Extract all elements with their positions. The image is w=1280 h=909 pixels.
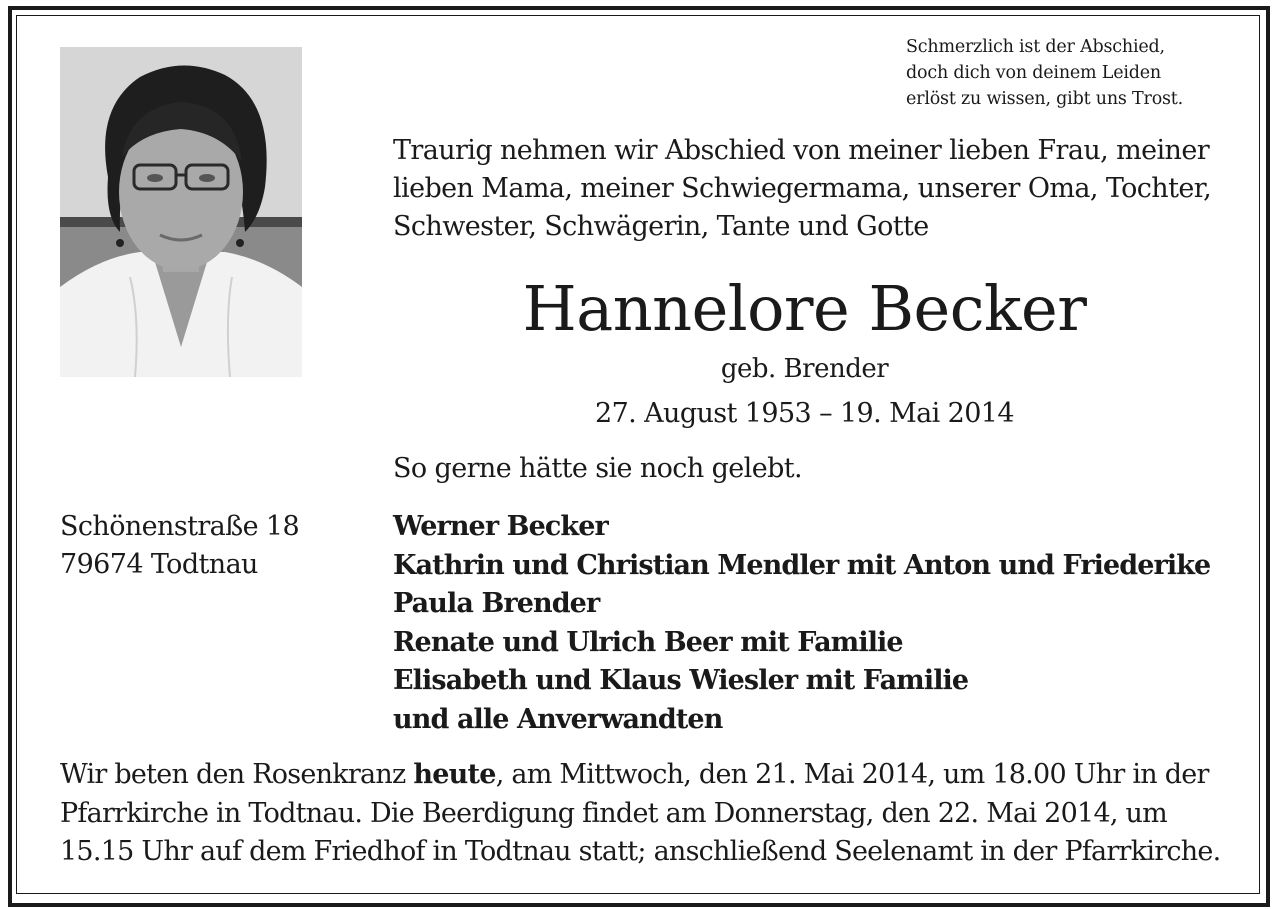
mourner-item: Elisabeth und Klaus Wiesler mit Familie: [393, 665, 969, 696]
address-street: Schönenstraße 18: [60, 511, 300, 542]
mourner-item: Renate und Ulrich Beer mit Familie: [393, 626, 903, 658]
intro-line: lieben Mama, meiner Schwiegermama, unserer Oma, Tochter,: [393, 173, 1212, 204]
service-line-3: 15.15 Uhr auf dem Friedhof in Todtnau statt; anschließend Seelenamt in der Pfarrkirche.: [60, 836, 1221, 867]
service-line-2: Pfarrkirche in Todtnau. Die Beerdigung findet am Donnerstag, den 22. Mai 2014, um: [60, 797, 1168, 829]
service-highlight-today: heute: [413, 759, 496, 790]
quote-line: Schmerzlich ist der Abschied,: [906, 37, 1165, 57]
mourner-item: Kathrin und Christian Mendler mit Anton und Friederike: [393, 549, 1211, 581]
quote-line: doch dich von deinem Leiden: [906, 63, 1162, 83]
service-text: , am Mittwoch, den 21. Mai 2014, um 18.00 Uhr in der: [495, 759, 1209, 790]
intro-line: Schwester, Schwägerin, Tante und Gotte: [393, 211, 929, 242]
closing-line: So gerne hätte sie noch gelebt.: [393, 453, 802, 484]
life-dates: 27. August 1953 – 19. Mai 2014: [595, 398, 1014, 429]
mourner-address: [60, 508, 380, 584]
portrait-photo: [60, 47, 302, 377]
mourner-list: [393, 508, 1233, 739]
service-line-1: [60, 756, 1216, 795]
mourner-item: und alle Anverwandten: [393, 703, 723, 735]
intro-line: Traurig nehmen wir Abschied von meiner lieben Frau, meiner: [393, 135, 1210, 166]
quote-line: erlöst zu wissen, gibt uns Trost.: [906, 89, 1184, 109]
service-announcement: [60, 756, 1221, 872]
mourner-item: Paula Brender: [393, 588, 600, 619]
deceased-name: Hannelore Becker: [522, 272, 1087, 345]
address-city: 79674 Todtnau: [60, 549, 258, 580]
maiden-name: geb. Brender: [720, 354, 889, 384]
portrait-illustration: [60, 47, 302, 377]
mourner-item: Werner Becker: [393, 511, 608, 542]
intro-text: [393, 132, 1233, 246]
quote-verse: [906, 34, 1236, 112]
service-text: Wir beten den Rosenkranz: [60, 759, 406, 790]
